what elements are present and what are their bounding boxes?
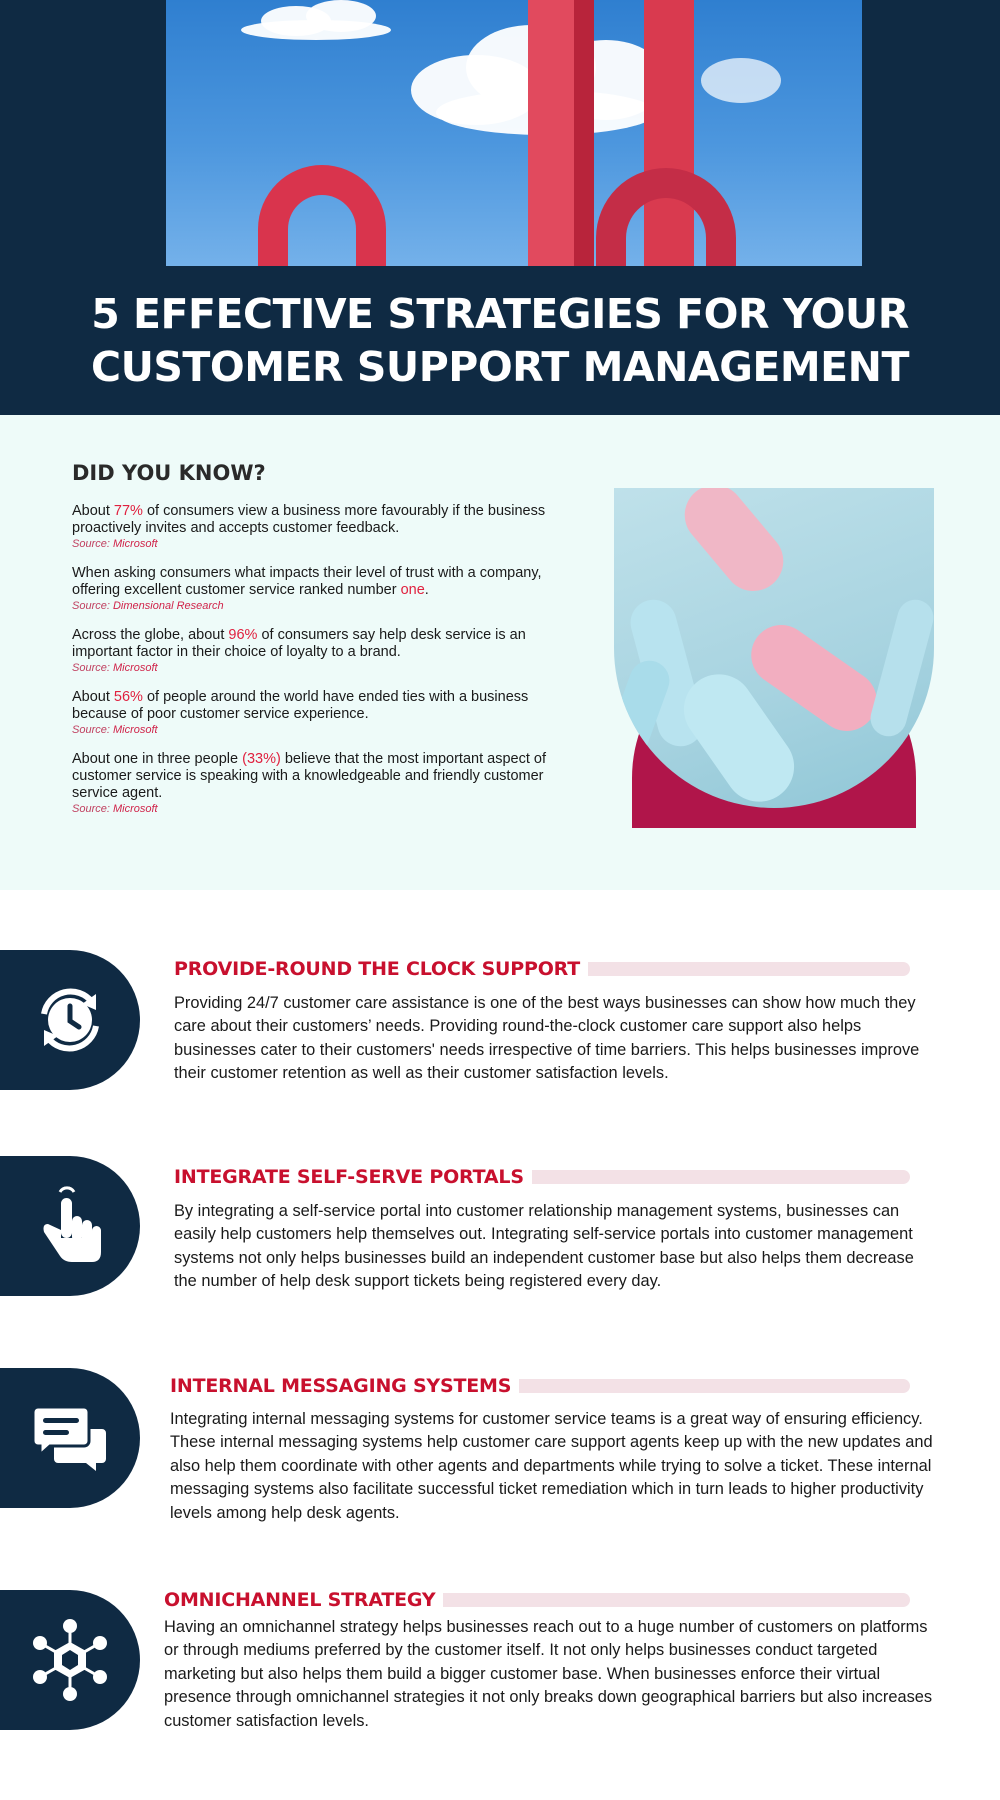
network-cube-icon [0,1590,140,1730]
fact-item: When asking consumers what impacts their level of trust with a company, offering excellent customer service ranked number one. Source: Dimensional Research [72,565,542,612]
hero-image [166,0,862,266]
strategy-title: OMNICHANNEL STRATEGY [164,1589,443,1611]
fact-source: Dimensional Research [112,600,224,612]
strategy-item [0,1156,1000,1306]
pointer-hand-icon [0,1156,140,1296]
did-you-know-section [0,415,1000,890]
fact-source: Microsoft [112,662,158,674]
fact-source: Microsoft [112,724,158,736]
strategy-title: INTEGRATE SELF-SERVE PORTALS [174,1166,532,1188]
strategy-item [0,1590,1000,1760]
strategy-title: PROVIDE-ROUND THE CLOCK SUPPORT [174,958,588,980]
clock-refresh-icon [0,950,140,1090]
fact-item: About one in three people (33%) believe that the most important aspect of customer service is speaking with a knowledgeable and friendly customer service agent. Source: Microsoft [72,751,546,815]
did-you-know-title: DID YOU KNOW? [72,461,266,485]
hands-image [614,488,934,808]
strategy-body: Having an omnichannel strategy helps businesses reach out to a huge number of customers on platforms or through mediums preferred by the customer itself. It not only helps businesses conduct targeted marketing but also helps them build a bigger customer base. When businesses enforce their virtual presence through omnichannel strategies it not only breaks down geographical barriers but also increases customer satisfaction levels. [164,1618,933,1730]
header-banner [0,0,1000,415]
fact-item: Across the globe, about 96% of consumers say help desk service is an important factor in their choice of loyalty to a brand. Source: Microsoft [72,627,526,674]
strategy-item [0,950,1000,1100]
hands-photo [614,488,934,828]
strategy-body: Integrating internal messaging systems for customer service teams is a great way of ensuring efficiency. These internal messaging systems help customer care support agents keep up with the new updates and also help them coordinate with other agents and departments while trying to solve a ticket. These internal messaging systems also facilitate successful ticket remediation which in turn leads to higher productivity levels among help desk agents. [170,1410,933,1522]
fact-item: About 56% of people around the world have ended ties with a business because of poor customer service experience. Source: Microsoft [72,689,529,736]
fact-source: Microsoft [112,803,158,815]
strategy-title: INTERNAL MESSAGING SYSTEMS [170,1375,519,1397]
facts-list [72,503,562,830]
strategy-body: By integrating a self-service portal into customer relationship management systems, businesses can easily help customers help themselves out. Integrating self-service portals into customer management systems not only helps businesses build an independent customer base but also helps them decrease the number of help desk support tickets being registered every day. [174,1202,914,1291]
fact-item: About 77% of consumers view a business more favourably if the business proactively invites and accepts customer feedback. Source: Microsoft [72,503,546,550]
strategy-item [0,1368,1000,1538]
fact-source: Microsoft [112,538,158,550]
strategy-body: Providing 24/7 customer care assistance is one of the best ways businesses can show how much they care about their customers’ needs. Providing round-the-clock customer care support also helps businesses cater to their customers' needs irrespective of time barriers. This helps businesses improve their customer retention as well as their customer satisfaction levels. [174,994,920,1083]
chat-bubbles-icon [0,1368,140,1508]
page-title: 5 EFFECTIVE STRATEGIES FOR YOUR CUSTOMER SUPPORT MANAGEMENT [91,290,909,391]
